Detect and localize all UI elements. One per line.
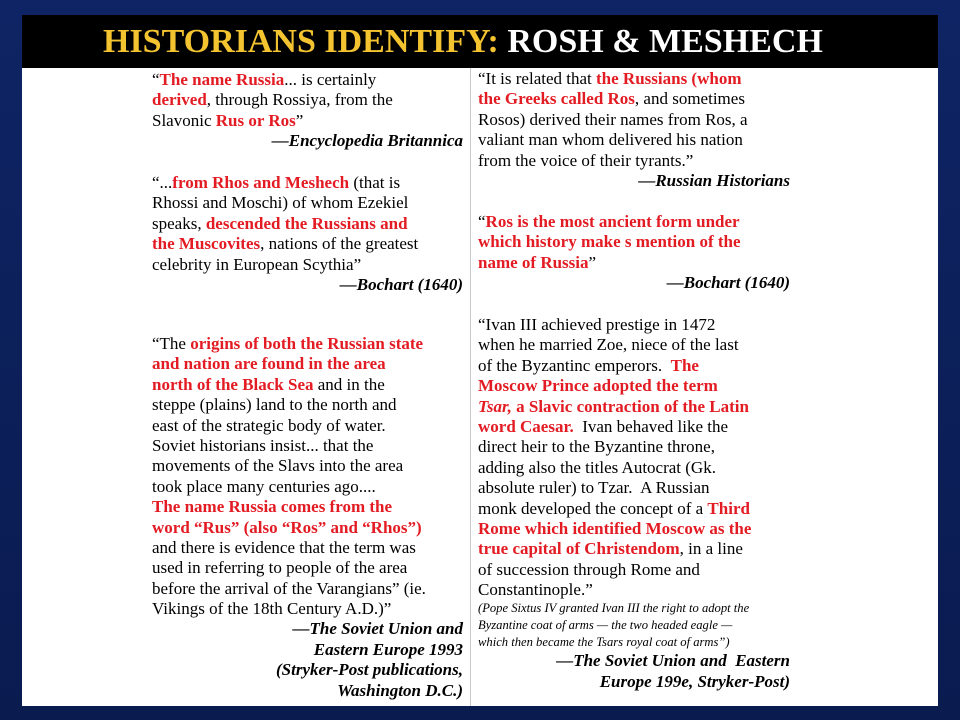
quote-line <box>152 354 463 374</box>
quote-britannica <box>152 70 463 152</box>
quote-text: took place many centuries ago.... <box>152 476 376 496</box>
quote-line <box>152 599 463 619</box>
emphasized-text: Ros is the most ancient form under <box>485 212 740 231</box>
quote-line <box>152 395 463 415</box>
quote-line <box>478 69 790 89</box>
attribution-line: (Stryker-Post publications, <box>275 660 463 680</box>
emphasized-text: Rome which identified Moscow as the <box>478 518 752 538</box>
quote-text: Slavonic <box>152 110 216 130</box>
quote-text: Rosos) derived their names from Ros, a <box>478 109 748 129</box>
quote-line <box>478 539 790 559</box>
quote-text: “ <box>152 70 160 89</box>
quote-text: “... <box>152 173 173 192</box>
emphasized-text: a Slavic contraction of the Latin <box>511 396 749 416</box>
quote-text: direct heir to the Byzantine throne, <box>478 437 715 457</box>
quote-text: , nations of the greatest <box>260 234 419 254</box>
quote-text: speaks, <box>152 213 206 233</box>
quote-text: and in the <box>313 374 385 394</box>
title-highlight: HISTORIANS IDENTIFY: <box>103 23 499 60</box>
quote-line <box>152 70 463 90</box>
emphasized-text: from Rhos and Meshech <box>172 173 350 192</box>
quote-text: “The <box>152 334 191 353</box>
quote-line <box>478 253 790 273</box>
quote-text: absolute ruler) to Tzar. A Russian <box>478 478 710 498</box>
emphasized-text: true capital of Christendom <box>478 539 680 559</box>
attribution-line: —Bochart (1640) <box>666 273 790 293</box>
emphasized-text: The name Russia <box>159 70 285 89</box>
quote-text: from the voice of their tyrants.” <box>478 150 694 170</box>
source-note-line: (Pope Sixtus IV granted Ivan III the right to adopt the <box>478 601 750 616</box>
emphasized-text: and nation are found in the area <box>152 354 386 374</box>
quote-line <box>152 579 463 599</box>
emphasized-text: which history make s mention of the <box>478 232 741 252</box>
emphasized-text: Rus or Ros <box>215 110 296 130</box>
quote-text: ... is certainly <box>284 70 377 89</box>
title-rest: ROSH & MESHECH <box>507 23 823 60</box>
quote-text: east of the strategic body of water. <box>152 415 386 435</box>
quote-text: Rhossi and Moschi) of whom Ezekiel <box>152 193 409 213</box>
quote-text: movements of the Slavs into the area <box>152 456 404 476</box>
emphasized-text: The name Russia comes from the <box>152 497 393 517</box>
quote-text: before the arrival of the Varangians” (ie. <box>152 578 426 598</box>
quote-text: monk developed the concept of a <box>478 498 708 518</box>
quote-line <box>152 456 463 476</box>
quote-line <box>152 193 463 213</box>
quote-line <box>478 212 790 232</box>
source-note-line: which then became the Tsars royal coat of arms”) <box>478 635 730 650</box>
title-band <box>22 15 938 68</box>
quote-line <box>152 375 463 395</box>
quote-text: Ivan behaved like the <box>573 416 729 436</box>
quote-bochart-rhos <box>152 173 463 295</box>
quote-russian-historians <box>478 69 790 191</box>
quote-text: steppe (plains) land to the north and <box>152 395 397 415</box>
quote-line <box>478 499 790 519</box>
emphasized-text: the Muscovites <box>152 234 261 254</box>
emphasized-text: descended the Russians and <box>205 213 408 233</box>
attribution-line: —The Soviet Union and Eastern <box>556 651 790 671</box>
quote-line <box>478 397 790 417</box>
quote-line <box>478 335 790 355</box>
quote-line <box>152 477 463 497</box>
emphasized-text: Moscow Prince adopted the term <box>478 376 718 396</box>
quote-line <box>478 519 790 539</box>
quote-line <box>152 558 463 578</box>
emphasized-text: origins of both the Russian state <box>190 334 424 353</box>
attribution-line: —Bochart (1640) <box>339 274 463 294</box>
quote-line <box>152 173 463 193</box>
quote-line <box>152 497 463 517</box>
quote-line <box>478 437 790 457</box>
quote-line <box>152 234 463 254</box>
quote-line <box>152 214 463 234</box>
emphasized-text: word Caesar. <box>478 416 574 436</box>
quote-text: , through Rossiya, from the <box>206 90 393 110</box>
quote-line <box>478 458 790 478</box>
column-divider <box>470 68 471 706</box>
quote-text: Vikings of the 18th Century A.D.)” <box>152 599 392 619</box>
quote-text: “It is related that <box>478 69 597 88</box>
quote-text: adding also the titles Autocrat (Gk. <box>478 457 716 477</box>
quote-text: Constantinople.” <box>478 580 593 600</box>
quote-text: “ <box>478 212 486 231</box>
quote-line <box>152 334 463 354</box>
quote-line <box>478 560 790 580</box>
attribution-line: —The Soviet Union and <box>292 619 463 639</box>
quote-ivan-third <box>478 315 790 692</box>
emphasized-text: name of Russia <box>478 252 589 272</box>
source-note-line: Byzantine coat of arms — the two headed eagle — <box>478 618 733 633</box>
quote-text: , and sometimes <box>634 89 745 109</box>
attribution-line: —Encyclopedia Britannica <box>271 131 463 151</box>
emphasized-text: the Greeks called Ros <box>478 89 635 109</box>
quote-text: of the Byzantinc emperors. <box>478 355 671 375</box>
attribution-line: —Russian Historians <box>638 170 790 190</box>
quote-text: valiant man whom delivered his nation <box>478 130 743 150</box>
quote-line <box>152 416 463 436</box>
quote-line <box>478 130 790 150</box>
quote-line <box>478 478 790 498</box>
quote-line <box>152 538 463 558</box>
slide-title <box>103 25 823 59</box>
quote-line <box>478 89 790 109</box>
quote-line <box>478 315 790 335</box>
quote-line <box>478 417 790 437</box>
quote-text: ” <box>295 110 304 130</box>
quote-text: used in referring to people of the area <box>152 558 408 578</box>
emphasized-text: word “Rus” (also “Ros” and “Rhos”) <box>152 517 422 537</box>
emphasized-text: The <box>670 355 699 375</box>
attribution-line: Europe 199e, Stryker-Post) <box>599 671 790 691</box>
quote-line <box>152 90 463 110</box>
quote-text: “Ivan III achieved prestige in 1472 <box>478 315 716 334</box>
quote-text: and there is evidence that the term was <box>152 537 416 557</box>
quote-line <box>478 151 790 171</box>
quote-text: of succession through Rome and <box>478 559 700 579</box>
attribution-line: Eastern Europe 1993 <box>313 639 463 659</box>
quote-line <box>152 111 463 131</box>
quote-text: celebrity in European Scythia” <box>152 254 362 274</box>
quote-line <box>478 580 790 600</box>
quote-line <box>478 110 790 130</box>
quote-line <box>152 255 463 275</box>
quote-text: when he married Zoe, niece of the last <box>478 335 739 355</box>
quote-soviet-union-origins <box>152 334 463 701</box>
quote-bochart-ros <box>478 212 790 294</box>
emphasized-text: the Russians (whom <box>596 69 742 88</box>
emphasized-text: Third <box>707 498 750 518</box>
quote-text: , in a line <box>679 539 743 559</box>
attribution-line: Washington D.C.) <box>337 680 463 700</box>
quote-text: ” <box>588 252 597 272</box>
quote-text: (that is <box>349 173 401 192</box>
quote-line <box>478 232 790 252</box>
emphasized-text: derived <box>152 90 207 110</box>
quote-line <box>478 376 790 396</box>
emphasized-text: north of the Black Sea <box>152 374 314 394</box>
emphasized-italic-text: Tsar, <box>478 396 512 416</box>
quote-text: Soviet historians insist... that the <box>152 435 374 455</box>
quote-line <box>152 436 463 456</box>
quote-line <box>152 518 463 538</box>
quote-line <box>478 356 790 376</box>
